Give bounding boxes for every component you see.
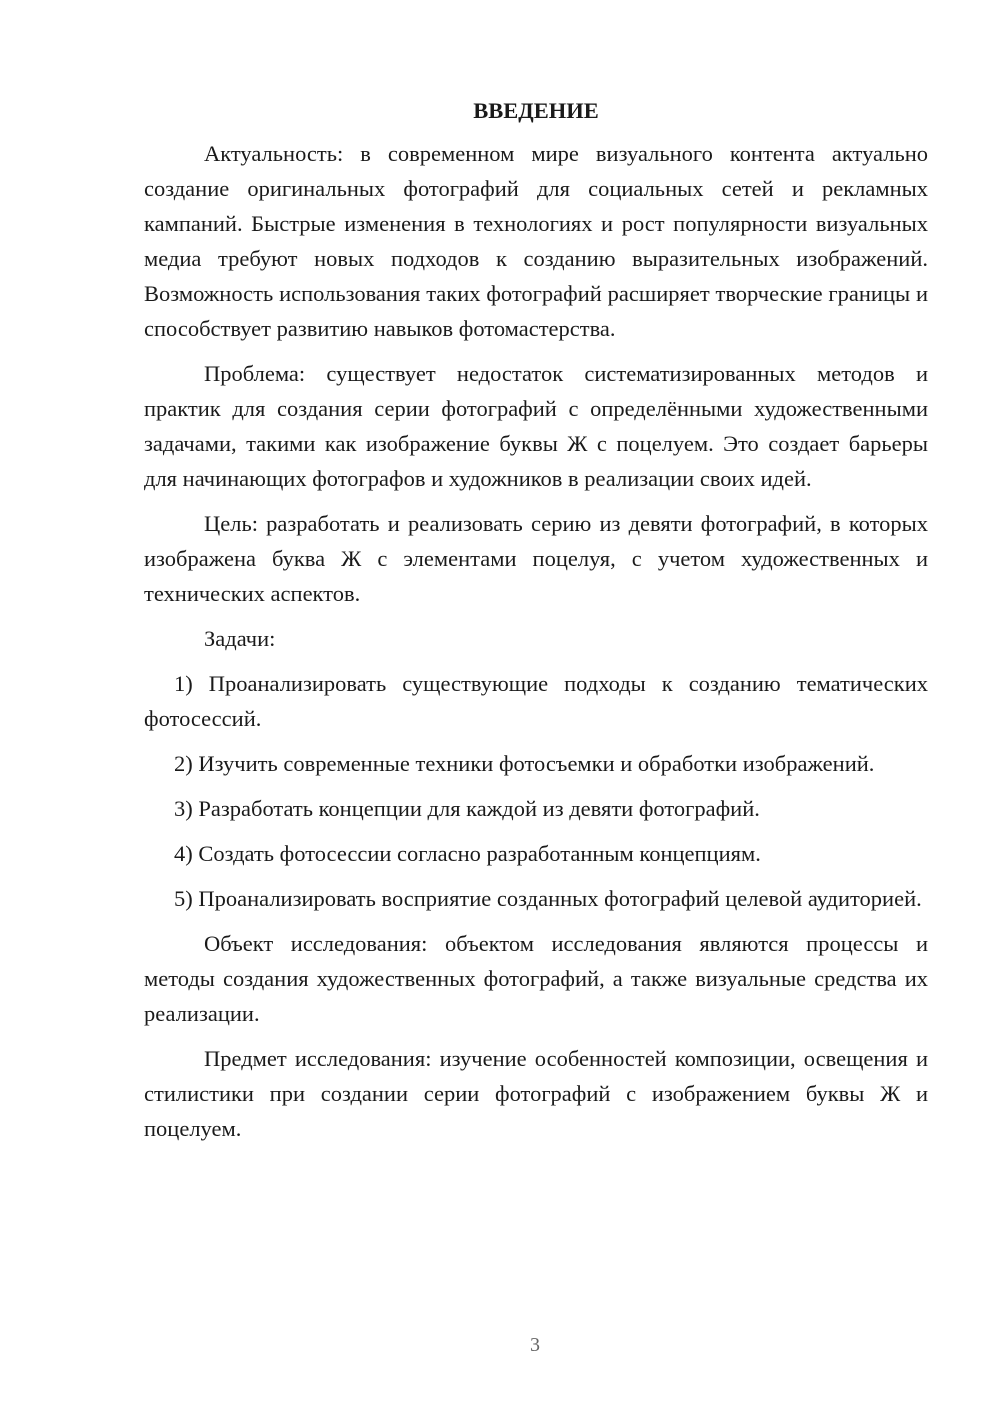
paragraph-goal: Цель: разработать и реализовать серию из девяти фотографий, в которых изображена буква Ж с элементами поцелуя, с учетом художественных и технических аспектов.: [144, 511, 928, 606]
paragraph-object: Объект исследования: объектом исследования являются процессы и методы создания художественных фотографий, а также визуальные средства их реализации.: [144, 931, 928, 1026]
task-item-3: 3) Разработать концепции для каждой из девяти фотографий.: [174, 796, 760, 821]
tasks-label: Задачи:: [204, 626, 276, 651]
task-item-2: 2) Изучить современные техники фотосъемки и обработки изображений.: [174, 751, 875, 776]
task-item-5: 5) Проанализировать восприятие созданных фотографий целевой аудиторией.: [174, 886, 922, 911]
paragraph-problem: Проблема: существует недостаток систематизированных методов и практик для создания серии фотографий с определёнными художественными задачами, такими как изображение буквы Ж с поцелуем. Это создает барьеры для начинающих фотографов и художников в реализации своих идей.: [144, 361, 928, 491]
document-body: [144, 96, 928, 1156]
task-item-1: 1) Проанализировать существующие подходы к созданию тематических фотосессий.: [144, 671, 928, 731]
page-title: ВВЕДЕНИЕ: [473, 98, 599, 123]
paragraph-relevance: Актуальность: в современном мире визуального контента актуально создание оригинальных фотографий для социальных сетей и рекламных кампаний. Быстрые изменения в технологиях и рост популярности визуальных медиа требуют новых подходов к созданию выразительных изображений. Возможность использования таких фотографий расширяет творческие границы и способствует развитию навыков фотомастерства.: [144, 141, 928, 341]
paragraph-subject: Предмет исследования: изучение особенностей композиции, освещения и стилистики при создании серии фотографий с изображением буквы Ж и поцелуем.: [144, 1046, 928, 1141]
task-item-4: 4) Создать фотосессии согласно разработанным концепциям.: [174, 841, 761, 866]
page-number: 3: [530, 1334, 540, 1356]
